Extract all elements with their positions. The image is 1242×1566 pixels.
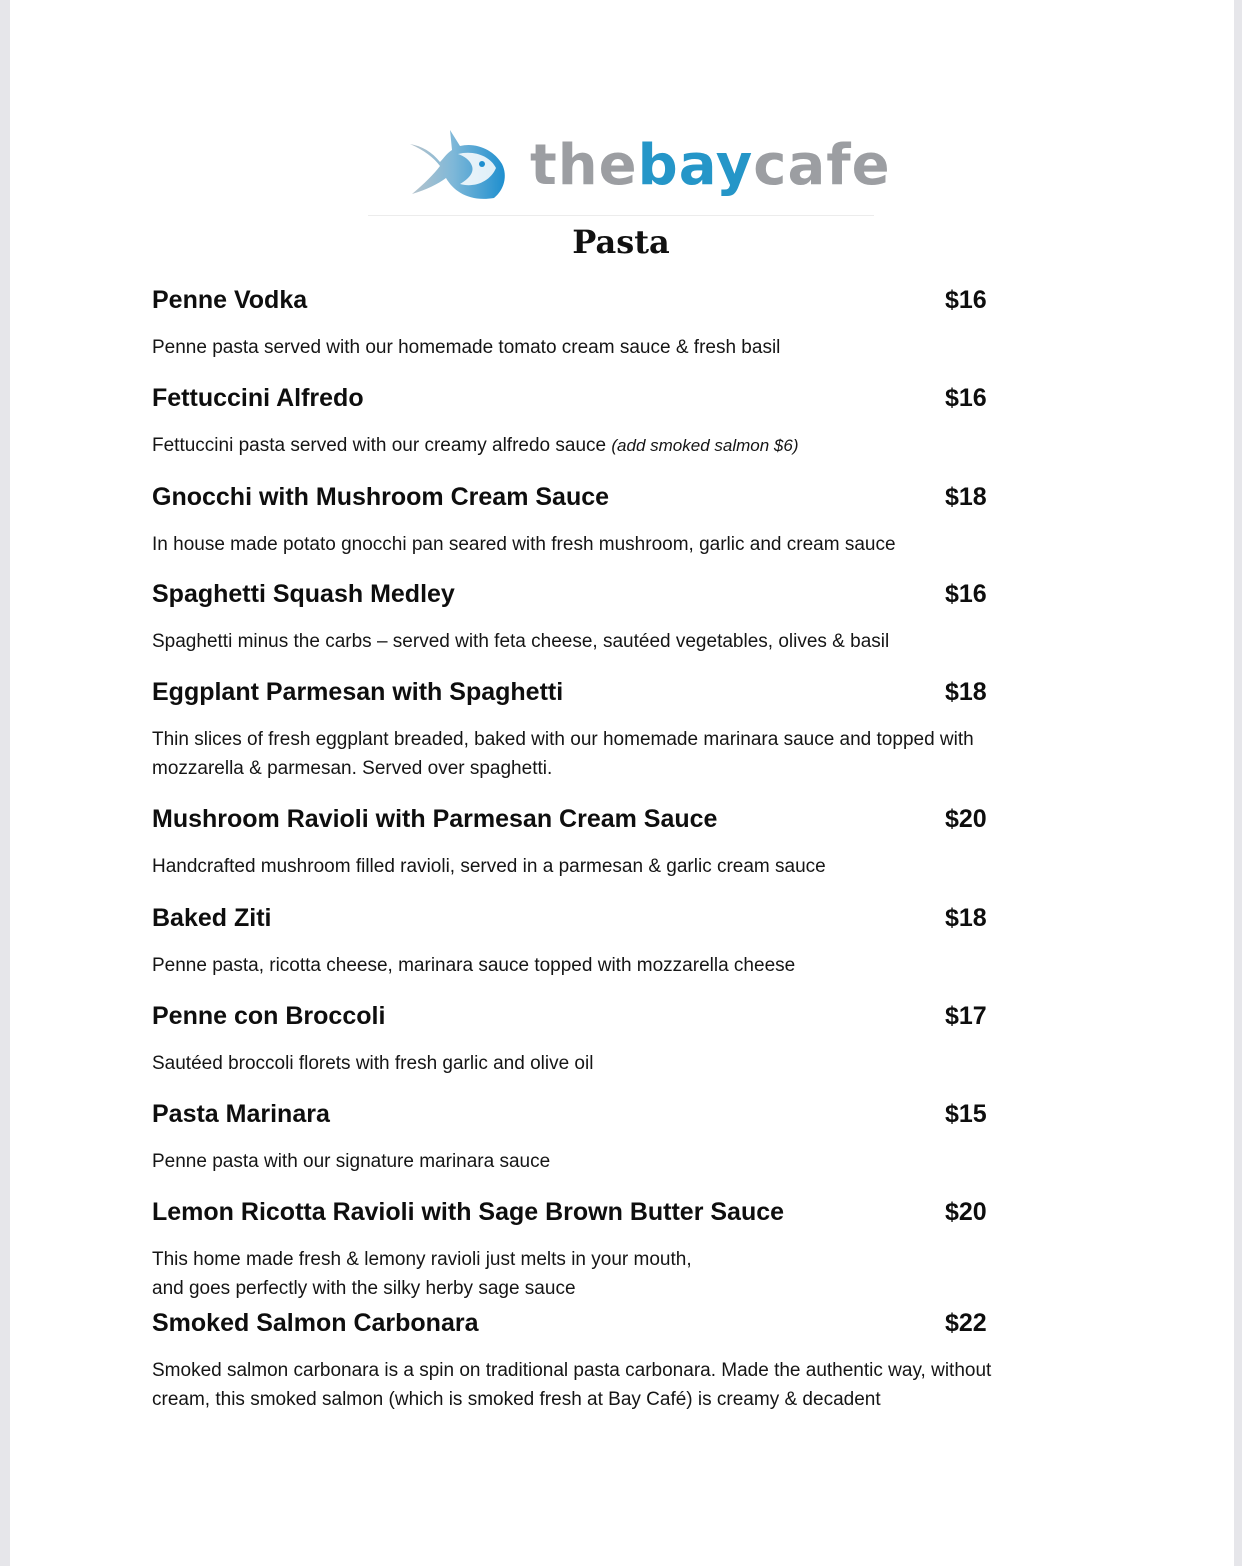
item-price: $16 — [945, 580, 987, 608]
description-line: and goes perfectly with the silky herby sage sauce — [152, 1278, 576, 1299]
item-name: Penne Vodka — [152, 286, 308, 314]
item-name: Penne con Broccoli — [152, 1002, 386, 1030]
item-description — [152, 530, 1062, 559]
item-name: Pasta Marinara — [152, 1100, 330, 1128]
item-description — [152, 852, 1062, 881]
header-divider — [368, 215, 874, 216]
description-line: Handcrafted mushroom filled ravioli, served in a parmesan & garlic cream sauce — [152, 856, 826, 877]
fish-icon — [410, 128, 510, 206]
item-description — [152, 725, 1062, 783]
description-line: Thin slices of fresh eggplant breaded, baked with our homemade marinara sauce and topped with — [152, 729, 974, 750]
item-price: $18 — [945, 678, 987, 706]
item-price: $16 — [945, 384, 987, 412]
item-price: $18 — [945, 483, 987, 511]
item-name: Smoked Salmon Carbonara — [152, 1309, 479, 1337]
section-title: Pasta — [572, 223, 670, 261]
description-line: Smoked salmon carbonara is a spin on traditional pasta carbonara. Made the authentic way, without — [152, 1360, 992, 1381]
item-description — [152, 1356, 1062, 1414]
menu-page — [10, 0, 1234, 1566]
description-line: cream, this smoked salmon (which is smoked fresh at Bay Café) is creamy & decadent — [152, 1389, 881, 1410]
item-name: Eggplant Parmesan with Spaghetti — [152, 678, 564, 706]
item-name: Spaghetti Squash Medley — [152, 580, 455, 608]
description-line: Penne pasta served with our homemade tomato cream sauce & fresh basil — [152, 337, 781, 358]
item-price: $20 — [945, 1198, 987, 1226]
description-line: In house made potato gnocchi pan seared with fresh mushroom, garlic and cream sauce — [152, 534, 896, 555]
description-line: Penne pasta with our signature marinara sauce — [152, 1151, 551, 1172]
item-price: $17 — [945, 1002, 987, 1030]
item-price: $20 — [945, 805, 987, 833]
description-line: mozzarella & parmesan. Served over spaghetti. — [152, 758, 553, 779]
item-description — [152, 333, 1062, 362]
description-line — [152, 431, 1062, 460]
item-name: Mushroom Ravioli with Parmesan Cream Sauce — [152, 805, 718, 833]
item-price: $22 — [945, 1309, 987, 1337]
item-name: Lemon Ricotta Ravioli with Sage Brown Butter Sauce — [152, 1198, 785, 1226]
item-price: $16 — [945, 286, 987, 314]
description-line: Sautéed broccoli florets with fresh garlic and olive oil — [152, 1053, 594, 1074]
item-name: Baked Ziti — [152, 904, 272, 932]
item-description — [152, 1147, 1062, 1176]
description-line: Penne pasta, ricotta cheese, marinara sauce topped with mozzarella cheese — [152, 955, 796, 976]
item-description — [152, 1049, 1062, 1078]
description-line: Spaghetti minus the carbs – served with feta cheese, sautéed vegetables, olives & basil — [152, 631, 890, 652]
description-line: This home made fresh & lemony ravioli just melts in your mouth, — [152, 1249, 692, 1270]
item-addon-note: (add smoked salmon $6) — [611, 436, 799, 455]
item-price: $18 — [945, 904, 987, 932]
item-name: Gnocchi with Mushroom Cream Sauce — [152, 483, 610, 511]
item-description — [152, 1245, 1062, 1303]
logo — [410, 122, 891, 212]
item-description — [152, 431, 1062, 460]
item-price: $15 — [945, 1100, 987, 1128]
item-description — [152, 627, 1062, 656]
description-text: Fettuccini pasta served with our creamy alfredo sauce — [152, 435, 612, 456]
logo-wordmark: thebaycafe — [530, 133, 891, 198]
item-description — [152, 951, 1062, 980]
item-name: Fettuccini Alfredo — [152, 384, 364, 412]
